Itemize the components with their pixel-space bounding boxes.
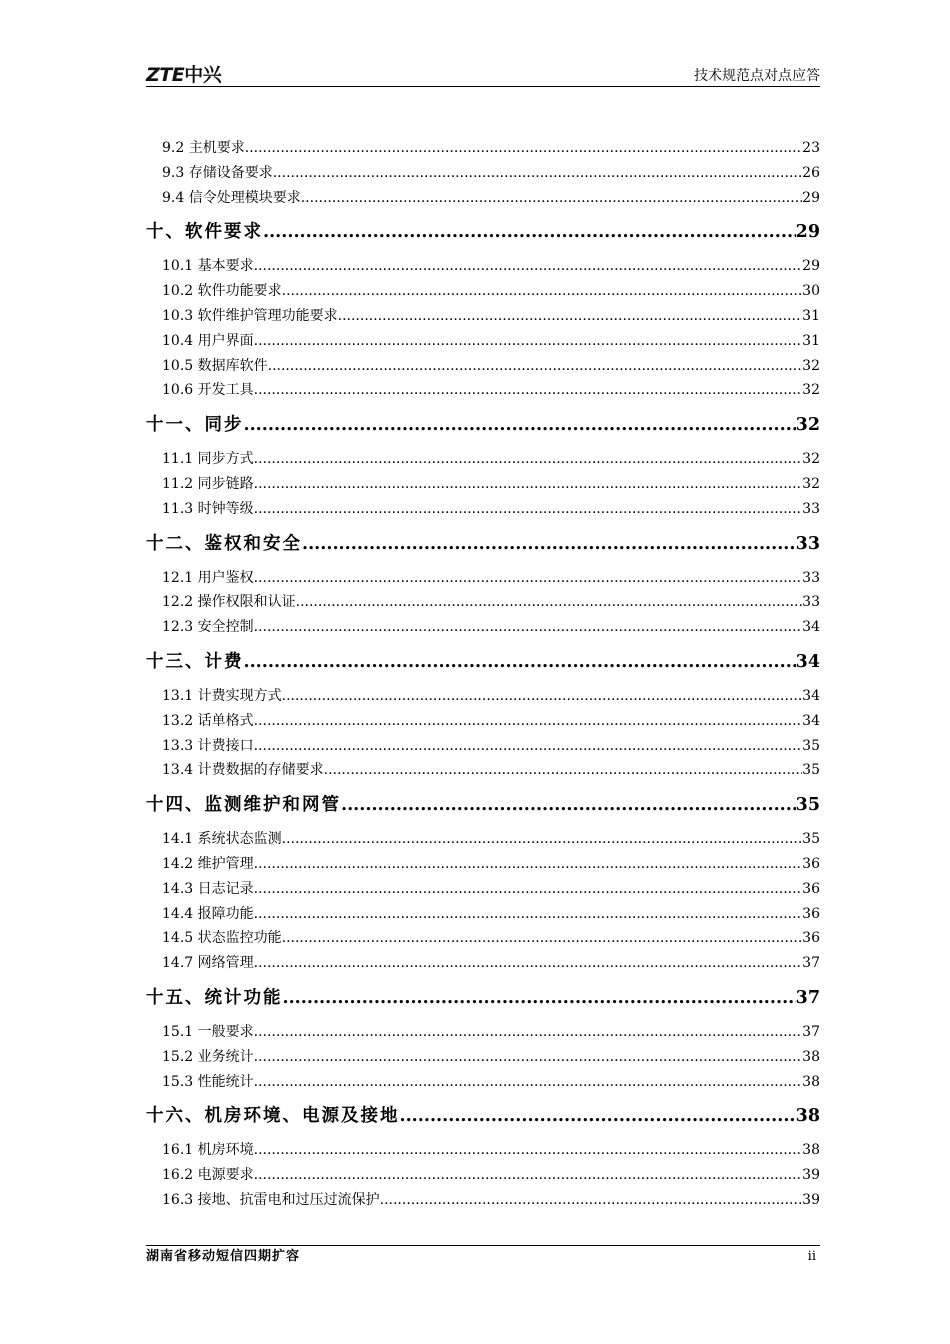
- toc-entry-page: 38: [802, 1142, 820, 1159]
- toc-dot-leader: [400, 1099, 796, 1133]
- zte-logo: [146, 65, 221, 85]
- toc-section-entry[interactable]: [146, 684, 820, 709]
- toc-entry-label: 11.3 时钟等级: [162, 500, 254, 517]
- toc-entry-label: 15.1 一般要求: [162, 1023, 254, 1040]
- toc-section-entry[interactable]: [146, 1188, 820, 1213]
- toc-entry-label: 14.4 报障功能: [162, 905, 254, 922]
- footer-document-title: 湖南省移动短信四期扩容: [146, 1249, 301, 1264]
- toc-section-entry[interactable]: [146, 590, 820, 615]
- toc-dot-leader: [380, 1188, 803, 1213]
- toc-entry-page: 32: [795, 415, 820, 436]
- toc-dot-leader: [244, 408, 796, 442]
- toc-dot-leader: [282, 926, 803, 951]
- toc-chapter-entry[interactable]: [146, 408, 820, 442]
- toc-dot-leader: [254, 1138, 803, 1163]
- toc-entry-page: 29: [802, 258, 820, 275]
- toc-dot-leader: [268, 354, 803, 379]
- toc-section-entry[interactable]: [146, 852, 820, 877]
- toc-chapter-entry[interactable]: [146, 1099, 820, 1133]
- toc-dot-leader: [296, 590, 803, 615]
- toc-dot-leader: [338, 304, 803, 329]
- header-title: 技术规范点对点应答: [694, 68, 820, 84]
- toc-dot-leader: [254, 497, 803, 522]
- toc-entry-page: 31: [802, 332, 820, 349]
- toc-dot-leader: [254, 329, 803, 354]
- toc-entry-label: 16.2 电源要求: [162, 1167, 254, 1184]
- toc-entry-page: 34: [802, 619, 820, 636]
- toc-entry-label: 10.3 软件维护管理功能要求: [162, 307, 338, 324]
- toc-entry-page: 36: [802, 905, 820, 922]
- toc-entry-page: 35: [795, 795, 820, 816]
- toc-entry-page: 35: [802, 762, 820, 779]
- toc-chapter-entry[interactable]: [146, 788, 820, 822]
- toc-entry-label: 9.2 主机要求: [162, 140, 245, 156]
- toc-entry-label: 10.2 软件功能要求: [162, 283, 282, 300]
- toc-entry-page: 35: [802, 831, 820, 848]
- toc-dot-leader: [254, 447, 803, 472]
- toc-entry-label: 十、软件要求: [146, 222, 263, 243]
- toc-dot-leader: [254, 1070, 803, 1095]
- toc-entry-label: 12.2 操作权限和认证: [162, 594, 296, 611]
- toc-section-entry[interactable]: [146, 279, 820, 304]
- toc-entry-label: 15.2 业务统计: [162, 1048, 254, 1065]
- toc-section-entry[interactable]: [146, 254, 820, 279]
- toc-section-entry[interactable]: [146, 1020, 820, 1045]
- toc-chapter-entry[interactable]: [146, 981, 820, 1015]
- toc-entry-page: 38: [802, 1073, 820, 1090]
- toc-section-entry[interactable]: [146, 304, 820, 329]
- logo-cjk: 中兴: [184, 64, 222, 86]
- toc-entry-label: 9.4 信令处理模块要求: [162, 189, 301, 206]
- toc-section-entry[interactable]: [146, 136, 820, 161]
- toc-entry-page: 34: [802, 712, 820, 729]
- toc-entry-label: 10.6 开发工具: [162, 382, 254, 399]
- toc-entry-page: 32: [802, 475, 820, 492]
- toc-section-entry[interactable]: [146, 827, 820, 852]
- toc-entry-label: 14.7 网络管理: [162, 955, 254, 972]
- toc-entry-label: 14.5 状态监控功能: [162, 930, 282, 947]
- toc-entry-label: 十四、监测维护和网管: [146, 795, 341, 816]
- toc-section-entry[interactable]: [146, 615, 820, 640]
- toc-entry-page: 35: [802, 737, 820, 754]
- toc-dot-leader: [254, 378, 803, 403]
- toc-dot-leader: [254, 1045, 803, 1070]
- toc-chapter-entry[interactable]: [146, 215, 820, 249]
- toc-dot-leader: [263, 215, 796, 249]
- toc-dot-leader: [324, 758, 803, 783]
- logo-latin: ZTE: [146, 64, 185, 86]
- toc-section-entry[interactable]: [146, 1045, 820, 1070]
- toc-entry-label: 12.3 安全控制: [162, 619, 254, 636]
- footer-divider: [146, 1245, 820, 1246]
- toc-dot-leader: [282, 827, 803, 852]
- toc-dot-leader: [254, 254, 803, 279]
- toc-section-entry[interactable]: [146, 566, 820, 591]
- toc-dot-leader: [254, 902, 803, 927]
- toc-dot-leader: [245, 136, 802, 161]
- toc-entry-page: 33: [802, 594, 820, 611]
- toc-dot-leader: [283, 981, 796, 1015]
- toc-entry-page: 39: [802, 1191, 820, 1208]
- toc-entry-page: 34: [795, 651, 820, 672]
- toc-entry-page: 32: [802, 357, 820, 374]
- toc-entry-page: 31: [802, 307, 820, 324]
- toc-entry-page: 36: [802, 930, 820, 947]
- toc-entry-page: 32: [802, 451, 820, 468]
- toc-chapter-entry[interactable]: [146, 527, 820, 561]
- toc-section-entry[interactable]: [146, 186, 820, 211]
- toc-dot-leader: [282, 684, 803, 709]
- toc-entry-label: 十三、计费: [146, 651, 244, 672]
- toc-entry-page: 36: [802, 880, 820, 897]
- toc-entry-label: 十六、机房环境、电源及接地: [146, 1106, 400, 1127]
- toc-section-entry[interactable]: [146, 161, 820, 186]
- toc-dot-leader: [273, 161, 802, 186]
- page-footer: [146, 1245, 820, 1269]
- toc-entry-page: 33: [802, 500, 820, 517]
- toc-entry-page: 33: [802, 569, 820, 586]
- toc-section-entry[interactable]: [146, 1138, 820, 1163]
- footer-page-number: ii: [807, 1249, 816, 1264]
- toc-dot-leader: [244, 645, 796, 679]
- toc-dot-leader: [254, 1163, 803, 1188]
- toc-entry-page: 37: [802, 955, 820, 972]
- toc-dot-leader: [302, 527, 796, 561]
- toc-entry-label: 13.2 话单格式: [162, 712, 254, 729]
- toc-section-entry[interactable]: [146, 734, 820, 759]
- table-of-contents: [146, 136, 820, 1213]
- toc-entry-page: 32: [802, 382, 820, 399]
- toc-dot-leader: [282, 279, 803, 304]
- toc-section-entry[interactable]: [146, 497, 820, 522]
- toc-entry-label: 9.3 存储设备要求: [162, 164, 273, 181]
- toc-section-entry[interactable]: [146, 902, 820, 927]
- page-header: [146, 62, 820, 88]
- toc-section-entry[interactable]: [146, 877, 820, 902]
- toc-entry-page: 39: [802, 1167, 820, 1184]
- toc-entry-label: 14.2 维护管理: [162, 855, 254, 872]
- toc-entry-page: 38: [802, 1048, 820, 1065]
- toc-chapter-entry[interactable]: [146, 645, 820, 679]
- toc-entry-page: 29: [802, 189, 820, 206]
- toc-entry-label: 10.4 用户界面: [162, 332, 254, 349]
- toc-entry-label: 11.1 同步方式: [162, 451, 254, 468]
- toc-section-entry[interactable]: [146, 1070, 820, 1095]
- toc-dot-leader: [254, 709, 803, 734]
- toc-entry-label: 十一、同步: [146, 415, 244, 436]
- toc-entry-page: 34: [802, 687, 820, 704]
- toc-entry-page: 37: [802, 1023, 820, 1040]
- toc-dot-leader: [341, 788, 796, 822]
- toc-dot-leader: [254, 615, 803, 640]
- toc-entry-label: 12.1 用户鉴权: [162, 569, 254, 586]
- toc-section-entry[interactable]: [146, 329, 820, 354]
- toc-entry-label: 14.3 日志记录: [162, 880, 254, 897]
- toc-entry-label: 10.5 数据库软件: [162, 357, 268, 374]
- toc-dot-leader: [254, 951, 803, 976]
- toc-entry-page: 23: [802, 140, 820, 156]
- toc-section-entry[interactable]: [146, 951, 820, 976]
- toc-section-entry[interactable]: [146, 472, 820, 497]
- toc-entry-label: 15.3 性能统计: [162, 1073, 254, 1090]
- toc-entry-label: 十五、统计功能: [146, 987, 283, 1008]
- toc-dot-leader: [254, 852, 803, 877]
- toc-entry-page: 36: [802, 855, 820, 872]
- header-divider: [146, 86, 820, 87]
- toc-section-entry[interactable]: [146, 758, 820, 783]
- toc-entry-page: 30: [802, 283, 820, 300]
- toc-section-entry[interactable]: [146, 447, 820, 472]
- toc-entry-label: 16.1 机房环境: [162, 1142, 254, 1159]
- toc-section-entry[interactable]: [146, 709, 820, 734]
- toc-section-entry[interactable]: [146, 926, 820, 951]
- toc-entry-label: 十二、鉴权和安全: [146, 533, 302, 554]
- toc-dot-leader: [301, 186, 802, 211]
- toc-entry-label: 11.2 同步链路: [162, 475, 254, 492]
- toc-entry-label: 13.4 计费数据的存储要求: [162, 762, 324, 779]
- toc-entry-page: 29: [795, 222, 820, 243]
- toc-entry-page: 33: [795, 533, 820, 554]
- toc-entry-label: 16.3 接地、抗雷电和过压过流保护: [162, 1191, 380, 1208]
- toc-dot-leader: [254, 566, 803, 591]
- toc-dot-leader: [254, 734, 803, 759]
- toc-entry-label: 13.3 计费接口: [162, 737, 254, 754]
- toc-entry-label: 10.1 基本要求: [162, 258, 254, 275]
- toc-entry-page: 37: [795, 987, 820, 1008]
- toc-section-entry[interactable]: [146, 354, 820, 379]
- toc-section-entry[interactable]: [146, 378, 820, 403]
- toc-entry-page: 26: [802, 164, 820, 181]
- toc-entry-label: 14.1 系统状态监测: [162, 831, 282, 848]
- toc-entry-label: 13.1 计费实现方式: [162, 687, 282, 704]
- toc-section-entry[interactable]: [146, 1163, 820, 1188]
- toc-dot-leader: [254, 877, 803, 902]
- toc-entry-page: 38: [795, 1106, 820, 1127]
- toc-dot-leader: [254, 1020, 803, 1045]
- toc-dot-leader: [254, 472, 803, 497]
